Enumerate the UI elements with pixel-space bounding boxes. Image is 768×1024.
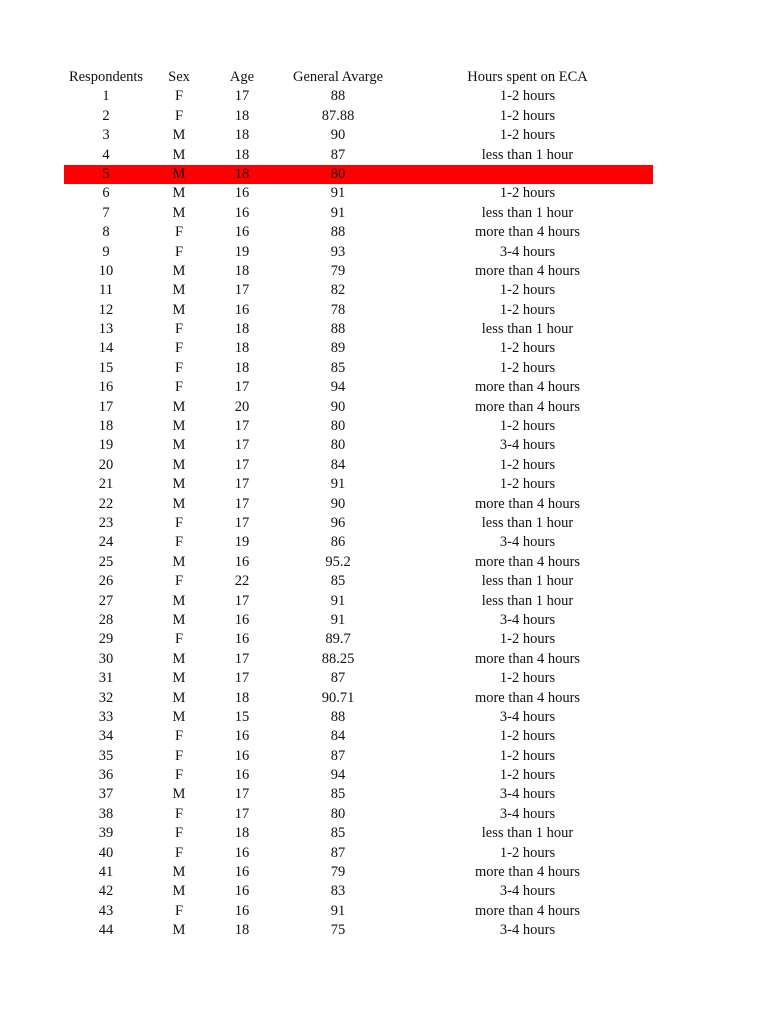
cell-respondent[interactable]: 3 — [102, 127, 110, 144]
cell-general-average[interactable]: 88 — [330, 88, 346, 105]
table-row — [64, 223, 653, 242]
table-row — [64, 87, 653, 106]
cell-hours-spent[interactable]: 3-4 hours — [499, 611, 556, 628]
cell-hours-spent[interactable]: more than 4 hours — [474, 398, 581, 415]
table-row — [64, 126, 653, 145]
cell-sex[interactable]: F — [174, 88, 184, 105]
table-row — [64, 747, 653, 766]
cell-age[interactable]: 17 — [234, 437, 250, 454]
cell-sex[interactable]: F — [174, 359, 184, 376]
cell-hours-spent[interactable]: more than 4 hours — [474, 902, 581, 919]
cell-age[interactable]: 17 — [234, 418, 250, 435]
table-row-highlighted — [64, 165, 653, 184]
cell-sex[interactable]: M — [172, 864, 186, 881]
cell-general-average[interactable]: 89 — [330, 340, 346, 357]
cell-respondent[interactable]: 35 — [98, 747, 114, 764]
cell-hours-spent[interactable]: 3-4 hours — [499, 437, 556, 454]
cell-respondent[interactable]: 2 — [102, 107, 110, 124]
cell-age[interactable]: 17 — [234, 379, 250, 396]
spreadsheet — [64, 68, 653, 941]
cell-sex[interactable]: M — [172, 456, 186, 473]
cell-hours-spent[interactable]: less than 1 hour — [481, 204, 574, 221]
cell-sex[interactable]: F — [174, 379, 184, 396]
cell-hours-spent[interactable]: 1-2 hours — [499, 747, 556, 764]
table-row — [64, 146, 653, 165]
header-respondents[interactable]: Respondents — [68, 69, 144, 85]
cell-hours-spent[interactable]: 1-2 hours — [499, 88, 556, 105]
cell-respondent[interactable]: 7 — [102, 204, 110, 221]
cell-sex[interactable]: M — [172, 204, 186, 221]
cell-respondent[interactable]: 21 — [98, 476, 114, 493]
cell-respondent[interactable]: 11 — [99, 282, 113, 299]
cell-age[interactable]: 18 — [234, 262, 250, 279]
cell-age[interactable]: 16 — [234, 611, 250, 628]
cell-hours-spent[interactable]: 1-2 hours — [499, 767, 556, 784]
cell-general-average[interactable]: 91 — [330, 611, 346, 628]
cell-sex[interactable]: M — [172, 922, 186, 939]
cell-sex[interactable]: M — [172, 592, 186, 609]
cell-general-average[interactable]: 79 — [330, 262, 346, 279]
table-row — [64, 436, 653, 455]
cell-sex[interactable]: F — [174, 767, 184, 784]
table-row — [64, 204, 653, 223]
cell-respondent[interactable]: 16 — [98, 379, 114, 396]
cell-respondent[interactable]: 32 — [98, 689, 114, 706]
cell-sex[interactable]: M — [172, 476, 186, 493]
cell-respondent[interactable]: 19 — [98, 437, 114, 454]
cell-age[interactable]: 17 — [234, 476, 250, 493]
cell-age[interactable]: 18 — [234, 689, 250, 706]
cell-sex[interactable]: M — [172, 165, 186, 182]
cell-sex[interactable]: M — [172, 495, 186, 512]
cell-hours-spent[interactable]: 1-2 hours — [499, 670, 556, 687]
cell-sex[interactable]: F — [174, 340, 184, 357]
cell-sex[interactable]: M — [172, 398, 186, 415]
cell-hours-spent[interactable]: more than 4 hours — [474, 224, 581, 241]
table-row — [64, 359, 653, 378]
cell-general-average[interactable]: 95.2 — [325, 553, 351, 570]
cell-respondent[interactable]: 30 — [98, 650, 114, 667]
header-age[interactable]: Age — [229, 69, 255, 85]
cell-age[interactable]: 18 — [234, 127, 250, 144]
cell-hours-spent[interactable]: more than 4 hours — [474, 262, 581, 279]
cell-respondent[interactable]: 14 — [98, 340, 114, 357]
cell-sex[interactable]: M — [172, 262, 186, 279]
header-hours-spent[interactable]: Hours spent on ECA — [467, 69, 588, 85]
cell-hours-spent[interactable]: 3-4 hours — [499, 243, 556, 260]
cell-sex[interactable]: M — [172, 127, 186, 144]
cell-hours-spent[interactable]: 1-2 hours — [499, 844, 556, 861]
cell-age[interactable]: 16 — [234, 631, 250, 648]
cell-respondent[interactable]: 44 — [98, 922, 114, 939]
cell-age[interactable]: 16 — [234, 902, 250, 919]
cell-hours-spent[interactable]: more than 4 hours — [474, 379, 581, 396]
cell-age[interactable]: 17 — [234, 514, 250, 531]
cell-hours-spent[interactable]: 3-4 hours — [499, 708, 556, 725]
table-row — [64, 727, 653, 746]
cell-respondent[interactable]: 38 — [98, 805, 114, 822]
cell-sex[interactable]: M — [172, 650, 186, 667]
table-row — [64, 320, 653, 339]
cell-hours-spent[interactable]: 1-2 hours — [499, 631, 556, 648]
header-sex[interactable]: Sex — [168, 69, 190, 85]
cell-age[interactable]: 17 — [234, 282, 250, 299]
cell-general-average[interactable]: 88.25 — [321, 650, 355, 667]
cell-general-average[interactable]: 88 — [330, 321, 346, 338]
table-row — [64, 533, 653, 552]
cell-general-average[interactable]: 79 — [330, 864, 346, 881]
table-row — [64, 766, 653, 785]
cell-age[interactable]: 16 — [234, 864, 250, 881]
cell-respondent[interactable]: 31 — [98, 670, 114, 687]
table-row — [64, 184, 653, 203]
cell-sex[interactable]: M — [172, 786, 186, 803]
cell-respondent[interactable]: 9 — [102, 243, 110, 260]
cell-sex[interactable]: M — [172, 146, 186, 163]
cell-age[interactable]: 16 — [234, 185, 250, 202]
cell-general-average[interactable]: 91 — [330, 902, 346, 919]
cell-respondent[interactable]: 20 — [98, 456, 114, 473]
cell-age[interactable]: 16 — [234, 844, 250, 861]
cell-respondent[interactable]: 1 — [102, 88, 110, 105]
table-row — [64, 107, 653, 126]
cell-hours-spent[interactable]: 1-2 hours — [499, 418, 556, 435]
table-row — [64, 495, 653, 514]
cell-respondent[interactable]: 25 — [98, 553, 114, 570]
cell-age[interactable]: 16 — [234, 204, 250, 221]
cell-hours-spent[interactable]: less than 1 hour — [481, 592, 574, 609]
header-row — [64, 68, 653, 87]
cell-respondent[interactable]: 41 — [98, 864, 114, 881]
table-row — [64, 475, 653, 494]
table-row — [64, 689, 653, 708]
cell-age[interactable]: 17 — [234, 495, 250, 512]
cell-respondent[interactable]: 27 — [98, 592, 114, 609]
cell-hours-spent[interactable]: 1-2 hours — [499, 107, 556, 124]
cell-respondent[interactable]: 23 — [98, 514, 114, 531]
cell-hours-spent[interactable]: less than 1 hour — [481, 146, 574, 163]
cell-hours-spent[interactable]: 1-2 hours — [499, 728, 556, 745]
cell-respondent[interactable]: 17 — [98, 398, 114, 415]
table-row — [64, 301, 653, 320]
cell-respondent[interactable]: 39 — [98, 825, 114, 842]
cell-general-average[interactable]: 80 — [330, 165, 346, 182]
cell-general-average[interactable]: 87 — [330, 146, 346, 163]
cell-general-average[interactable]: 85 — [330, 825, 346, 842]
cell-general-average[interactable]: 96 — [330, 514, 346, 531]
cell-hours-spent[interactable]: less than 1 hour — [481, 825, 574, 842]
cell-age[interactable]: 17 — [234, 592, 250, 609]
table-row — [64, 456, 653, 475]
cell-age[interactable]: 20 — [234, 398, 250, 415]
cell-age[interactable]: 18 — [234, 107, 250, 124]
header-general-average[interactable]: General Avarge — [292, 69, 384, 85]
cell-age[interactable]: 16 — [234, 301, 250, 318]
table-row — [64, 592, 653, 611]
cell-respondent[interactable]: 13 — [98, 321, 114, 338]
cell-respondent[interactable]: 33 — [98, 708, 114, 725]
cell-hours-spent[interactable]: more than 4 hours — [474, 864, 581, 881]
cell-age[interactable]: 19 — [234, 243, 250, 260]
cell-respondent[interactable]: 12 — [98, 301, 114, 318]
table-row — [64, 921, 653, 940]
cell-respondent[interactable]: 8 — [102, 224, 110, 241]
cell-general-average[interactable]: 82 — [330, 282, 346, 299]
cell-hours-spent[interactable]: less than 1 hour — [481, 514, 574, 531]
cell-hours-spent[interactable]: more than 4 hours — [474, 495, 581, 512]
cell-sex[interactable]: M — [172, 185, 186, 202]
cell-sex[interactable]: M — [172, 301, 186, 318]
cell-age[interactable]: 18 — [234, 825, 250, 842]
cell-general-average[interactable]: 75 — [330, 922, 346, 939]
cell-hours-spent[interactable]: 1-2 hours — [499, 476, 556, 493]
cell-sex[interactable]: F — [174, 805, 184, 822]
cell-respondent[interactable]: 43 — [98, 902, 114, 919]
cell-sex[interactable]: M — [172, 708, 186, 725]
cell-sex[interactable]: F — [174, 321, 184, 338]
cell-hours-spent[interactable]: 1-2 hours — [499, 185, 556, 202]
cell-general-average[interactable]: 91 — [330, 204, 346, 221]
cell-hours-spent[interactable]: less than 1 hour — [481, 321, 574, 338]
cell-hours-spent[interactable]: 1-2 hours — [499, 282, 556, 299]
table-row — [64, 882, 653, 901]
cell-general-average[interactable]: 90 — [330, 495, 346, 512]
cell-age[interactable]: 17 — [234, 805, 250, 822]
cell-general-average[interactable]: 78 — [330, 301, 346, 318]
cell-hours-spent[interactable]: 1-2 hours — [499, 301, 556, 318]
cell-general-average[interactable]: 90.71 — [321, 689, 355, 706]
table-row — [64, 650, 653, 669]
cell-sex[interactable]: M — [172, 689, 186, 706]
cell-age[interactable]: 16 — [234, 728, 250, 745]
table-row — [64, 669, 653, 688]
table-row — [64, 514, 653, 533]
cell-general-average[interactable]: 80 — [330, 418, 346, 435]
cell-respondent[interactable]: 15 — [98, 359, 114, 376]
cell-age[interactable]: 16 — [234, 224, 250, 241]
table-row — [64, 339, 653, 358]
cell-sex[interactable]: F — [174, 573, 184, 590]
cell-sex[interactable]: M — [172, 670, 186, 687]
cell-respondent[interactable]: 42 — [98, 883, 114, 900]
cell-respondent[interactable]: 10 — [98, 262, 114, 279]
cell-general-average[interactable]: 85 — [330, 786, 346, 803]
cell-sex[interactable]: F — [174, 844, 184, 861]
cell-hours-spent[interactable]: 3-4 hours — [499, 805, 556, 822]
cell-general-average[interactable]: 84 — [330, 728, 346, 745]
cell-general-average[interactable]: 94 — [330, 379, 346, 396]
cell-general-average[interactable]: 85 — [330, 573, 346, 590]
table-row — [64, 378, 653, 397]
table-row — [64, 281, 653, 300]
cell-sex[interactable]: F — [174, 747, 184, 764]
cell-sex[interactable]: F — [174, 243, 184, 260]
cell-general-average[interactable]: 90 — [330, 127, 346, 144]
table-row — [64, 824, 653, 843]
table-row — [64, 398, 653, 417]
cell-respondent[interactable]: 26 — [98, 573, 114, 590]
cell-age[interactable]: 17 — [234, 88, 250, 105]
cell-age[interactable]: 17 — [234, 650, 250, 667]
table-row — [64, 844, 653, 863]
table-row — [64, 417, 653, 436]
cell-age[interactable]: 22 — [234, 573, 250, 590]
cell-hours-spent[interactable]: 3-4 hours — [499, 922, 556, 939]
cell-age[interactable]: 18 — [234, 340, 250, 357]
cell-general-average[interactable]: 86 — [330, 534, 346, 551]
cell-sex[interactable]: F — [174, 631, 184, 648]
cell-sex[interactable]: M — [172, 418, 186, 435]
table-row — [64, 785, 653, 804]
cell-respondent[interactable]: 34 — [98, 728, 114, 745]
cell-respondent[interactable]: 22 — [98, 495, 114, 512]
cell-age[interactable]: 18 — [234, 922, 250, 939]
table-body — [64, 87, 653, 940]
table-row — [64, 708, 653, 727]
cell-sex[interactable]: F — [174, 825, 184, 842]
cell-hours-spent[interactable]: more than 4 hours — [474, 553, 581, 570]
cell-general-average[interactable]: 80 — [330, 437, 346, 454]
cell-sex[interactable]: M — [172, 883, 186, 900]
cell-hours-spent[interactable]: 1-2 hours — [499, 127, 556, 144]
cell-hours-spent[interactable]: 1-2 hours — [499, 456, 556, 473]
cell-sex[interactable]: F — [174, 728, 184, 745]
cell-general-average[interactable]: 93 — [330, 243, 346, 260]
cell-general-average[interactable]: 84 — [330, 456, 346, 473]
cell-hours-spent[interactable]: 1-2 hours — [499, 340, 556, 357]
cell-hours-spent[interactable]: 3-4 hours — [499, 883, 556, 900]
cell-general-average[interactable]: 83 — [330, 883, 346, 900]
cell-age[interactable]: 15 — [234, 708, 250, 725]
cell-sex[interactable]: M — [172, 553, 186, 570]
cell-respondent[interactable]: 28 — [98, 611, 114, 628]
cell-general-average[interactable]: 94 — [330, 767, 346, 784]
cell-general-average[interactable]: 87 — [330, 844, 346, 861]
cell-age[interactable]: 18 — [234, 165, 250, 182]
cell-respondent[interactable]: 40 — [98, 844, 114, 861]
cell-hours-spent[interactable]: 3-4 hours — [499, 786, 556, 803]
cell-general-average[interactable]: 87.88 — [321, 107, 355, 124]
table-row — [64, 902, 653, 921]
table-row — [64, 611, 653, 630]
cell-general-average[interactable]: 80 — [330, 805, 346, 822]
cell-age[interactable]: 18 — [234, 146, 250, 163]
cell-age[interactable]: 16 — [234, 883, 250, 900]
cell-general-average[interactable]: 89.7 — [325, 631, 351, 648]
cell-respondent[interactable]: 6 — [102, 185, 110, 202]
table-row — [64, 630, 653, 649]
cell-respondent[interactable]: 18 — [98, 418, 114, 435]
cell-sex[interactable]: M — [172, 282, 186, 299]
cell-age[interactable]: 19 — [234, 534, 250, 551]
cell-sex[interactable]: F — [174, 514, 184, 531]
cell-general-average[interactable]: 90 — [330, 398, 346, 415]
table-row — [64, 572, 653, 591]
cell-hours-spent[interactable]: 3-4 hours — [499, 534, 556, 551]
cell-age[interactable]: 17 — [234, 670, 250, 687]
cell-hours-spent[interactable]: less than 1 hour — [481, 573, 574, 590]
cell-hours-spent[interactable]: 1-2 hours — [499, 359, 556, 376]
cell-age[interactable]: 16 — [234, 767, 250, 784]
cell-age[interactable]: 17 — [234, 456, 250, 473]
cell-respondent[interactable]: 24 — [98, 534, 114, 551]
cell-general-average[interactable]: 87 — [330, 670, 346, 687]
cell-age[interactable]: 18 — [234, 321, 250, 338]
cell-age[interactable]: 16 — [234, 553, 250, 570]
table-row — [64, 553, 653, 572]
cell-general-average[interactable]: 88 — [330, 224, 346, 241]
cell-age[interactable]: 16 — [234, 747, 250, 764]
cell-respondent[interactable]: 36 — [98, 767, 114, 784]
cell-general-average[interactable]: 91 — [330, 592, 346, 609]
cell-sex[interactable]: M — [172, 437, 186, 454]
cell-sex[interactable]: F — [174, 224, 184, 241]
cell-respondent[interactable]: 4 — [102, 146, 110, 163]
table-row — [64, 262, 653, 281]
table-row — [64, 243, 653, 262]
cell-hours-spent[interactable]: more than 4 hours — [474, 689, 581, 706]
cell-respondent[interactable]: 37 — [98, 786, 114, 803]
cell-hours-spent[interactable]: more than 4 hours — [474, 650, 581, 667]
cell-age[interactable]: 17 — [234, 786, 250, 803]
cell-general-average[interactable]: 88 — [330, 708, 346, 725]
cell-general-average[interactable]: 87 — [330, 747, 346, 764]
cell-sex[interactable]: F — [174, 107, 184, 124]
cell-sex[interactable]: F — [174, 534, 184, 551]
cell-respondent[interactable]: 5 — [102, 165, 110, 182]
cell-sex[interactable]: F — [174, 902, 184, 919]
cell-general-average[interactable]: 91 — [330, 185, 346, 202]
cell-general-average[interactable]: 91 — [330, 476, 346, 493]
cell-sex[interactable]: M — [172, 611, 186, 628]
table-row — [64, 863, 653, 882]
cell-respondent[interactable]: 29 — [98, 631, 114, 648]
cell-general-average[interactable]: 85 — [330, 359, 346, 376]
table-row — [64, 805, 653, 824]
cell-age[interactable]: 18 — [234, 359, 250, 376]
